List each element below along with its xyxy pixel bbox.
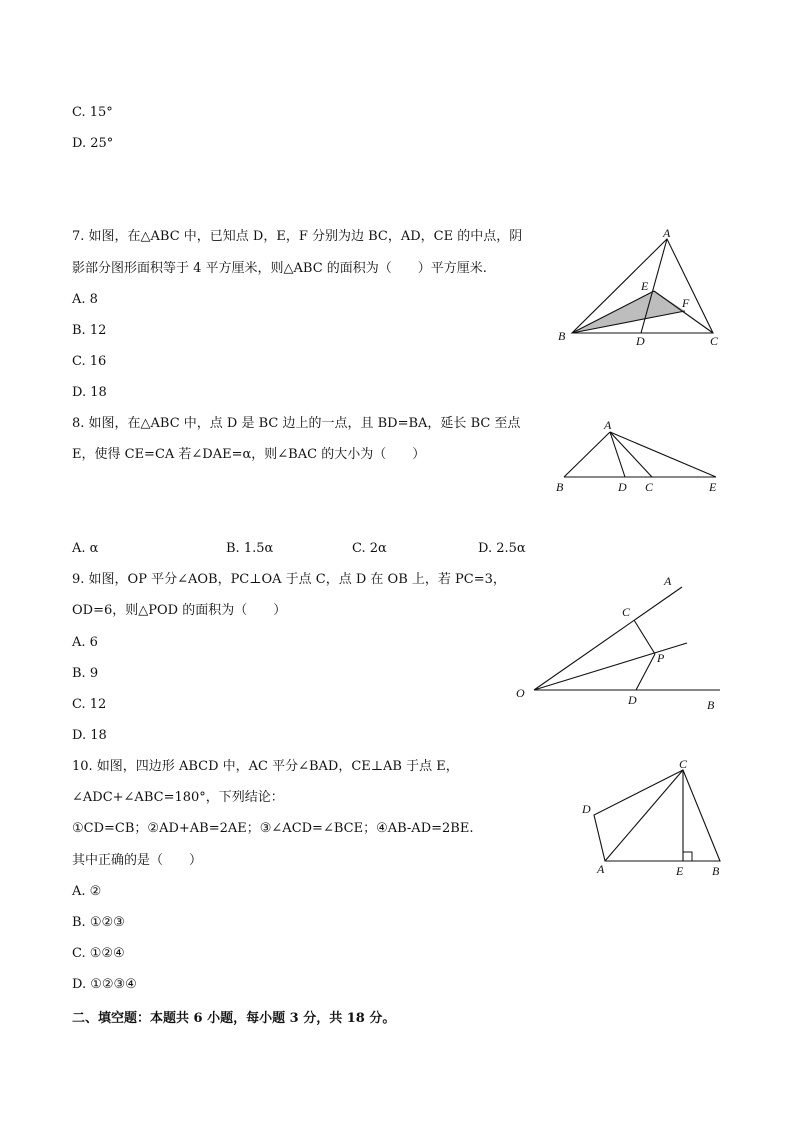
- q9-angle-bisector-figure: [510, 570, 730, 715]
- q7-label-f: F: [682, 296, 690, 310]
- q7-label-d: D: [636, 334, 645, 348]
- q10-stem-line2: ∠ADC+∠ABC=180°，下列结论：: [72, 790, 284, 805]
- q7-stem-line2: 影部分图形面积等于 4 平方厘米，则△ABC 的面积为（ ）平方厘米.: [72, 261, 487, 276]
- q8-triangle-figure: [550, 415, 730, 497]
- q8-option-d: D. 2.5α: [478, 541, 526, 556]
- q6-option-d: D. 25°: [72, 136, 114, 151]
- q7-label-a: A: [663, 226, 671, 240]
- q10-option-c: C. ①②④: [72, 946, 125, 961]
- q8-label-e: E: [709, 480, 717, 494]
- q9-label-c: C: [622, 605, 631, 619]
- q6-option-c: C. 15°: [72, 105, 113, 120]
- q9-option-a: A. 6: [72, 635, 98, 650]
- q10-quadrilateral-figure: [575, 755, 735, 880]
- q7-option-a: A. 8: [72, 292, 98, 307]
- q9-option-d: D. 18: [72, 728, 107, 743]
- q10-stem-line3: ①CD=CB；②AD+AB=2AE；③∠ACD=∠BCE；④AB-AD=2BE.: [72, 821, 474, 836]
- q10-stem-line1: 10. 如图，四边形 ABCD 中，AC 平分∠BAD，CE⊥AB 于点 E，: [72, 759, 459, 774]
- q8-label-d: D: [618, 480, 627, 494]
- q8-label-c: C: [645, 480, 654, 494]
- q9-label-o: O: [516, 686, 525, 700]
- q7-option-d: D. 18: [72, 385, 107, 400]
- q10-label-e: E: [676, 864, 684, 878]
- q10-option-d: D. ①②③④: [72, 977, 137, 992]
- q7-label-e: E: [641, 279, 649, 293]
- q9-option-b: B. 9: [72, 666, 99, 681]
- q7-label-c: C: [710, 334, 719, 348]
- q8-stem-line2: E，使得 CE=CA 若∠DAE=α，则∠BAC 的大小为（ ）: [72, 447, 426, 462]
- q7-shaded-region: [572, 291, 685, 333]
- q10-label-a: A: [597, 862, 605, 876]
- q9-label-p: P: [657, 651, 665, 665]
- q7-triangle-figure: [550, 225, 730, 350]
- q9-stem-line2: OD=6，则△POD 的面积为（ ）: [72, 603, 287, 618]
- q9-label-d: D: [628, 693, 637, 707]
- q9-option-c: C. 12: [72, 697, 107, 712]
- q7-stem-line1: 7. 如图，在△ABC 中，已知点 D，E，F 分别为边 BC，AD，CE 的中点，阴: [72, 229, 523, 244]
- q8-option-a: A. α: [72, 541, 99, 556]
- q10-stem-line4: 其中正确的是（ ）: [72, 853, 203, 868]
- q10-label-b: B: [712, 864, 720, 878]
- q7-option-b: B. 12: [72, 323, 107, 338]
- q10-option-a: A. ②: [72, 884, 102, 899]
- q8-label-b: B: [556, 480, 564, 494]
- q7-option-c: C. 16: [72, 354, 107, 369]
- section-fill-in-heading: 二、填空题：本题共 6 小题，每小题 3 分，共 18 分。: [72, 1011, 396, 1026]
- q7-label-b: B: [558, 329, 566, 343]
- q10-right-angle-mark: [683, 852, 692, 861]
- q8-options-row: [72, 541, 552, 557]
- q8-stem-line1: 8. 如图，在△ABC 中，点 D 是 BC 边上的一点，且 BD=BA，延长 BC 至点: [72, 416, 521, 431]
- q10-option-b: B. ①②③: [72, 915, 125, 930]
- q9-stem-line1: 9. 如图，OP 平分∠AOB，PC⊥OA 于点 C，点 D 在 OB 上，若 PC=3，: [72, 572, 506, 587]
- q10-label-c: C: [679, 757, 688, 771]
- q10-label-d: D: [582, 802, 591, 816]
- q8-option-c: C. 2α: [352, 541, 387, 556]
- q9-label-b: B: [707, 698, 715, 712]
- q8-label-a: A: [604, 418, 612, 432]
- q8-option-b: B. 1.5α: [226, 541, 274, 556]
- q9-label-a: A: [664, 574, 672, 588]
